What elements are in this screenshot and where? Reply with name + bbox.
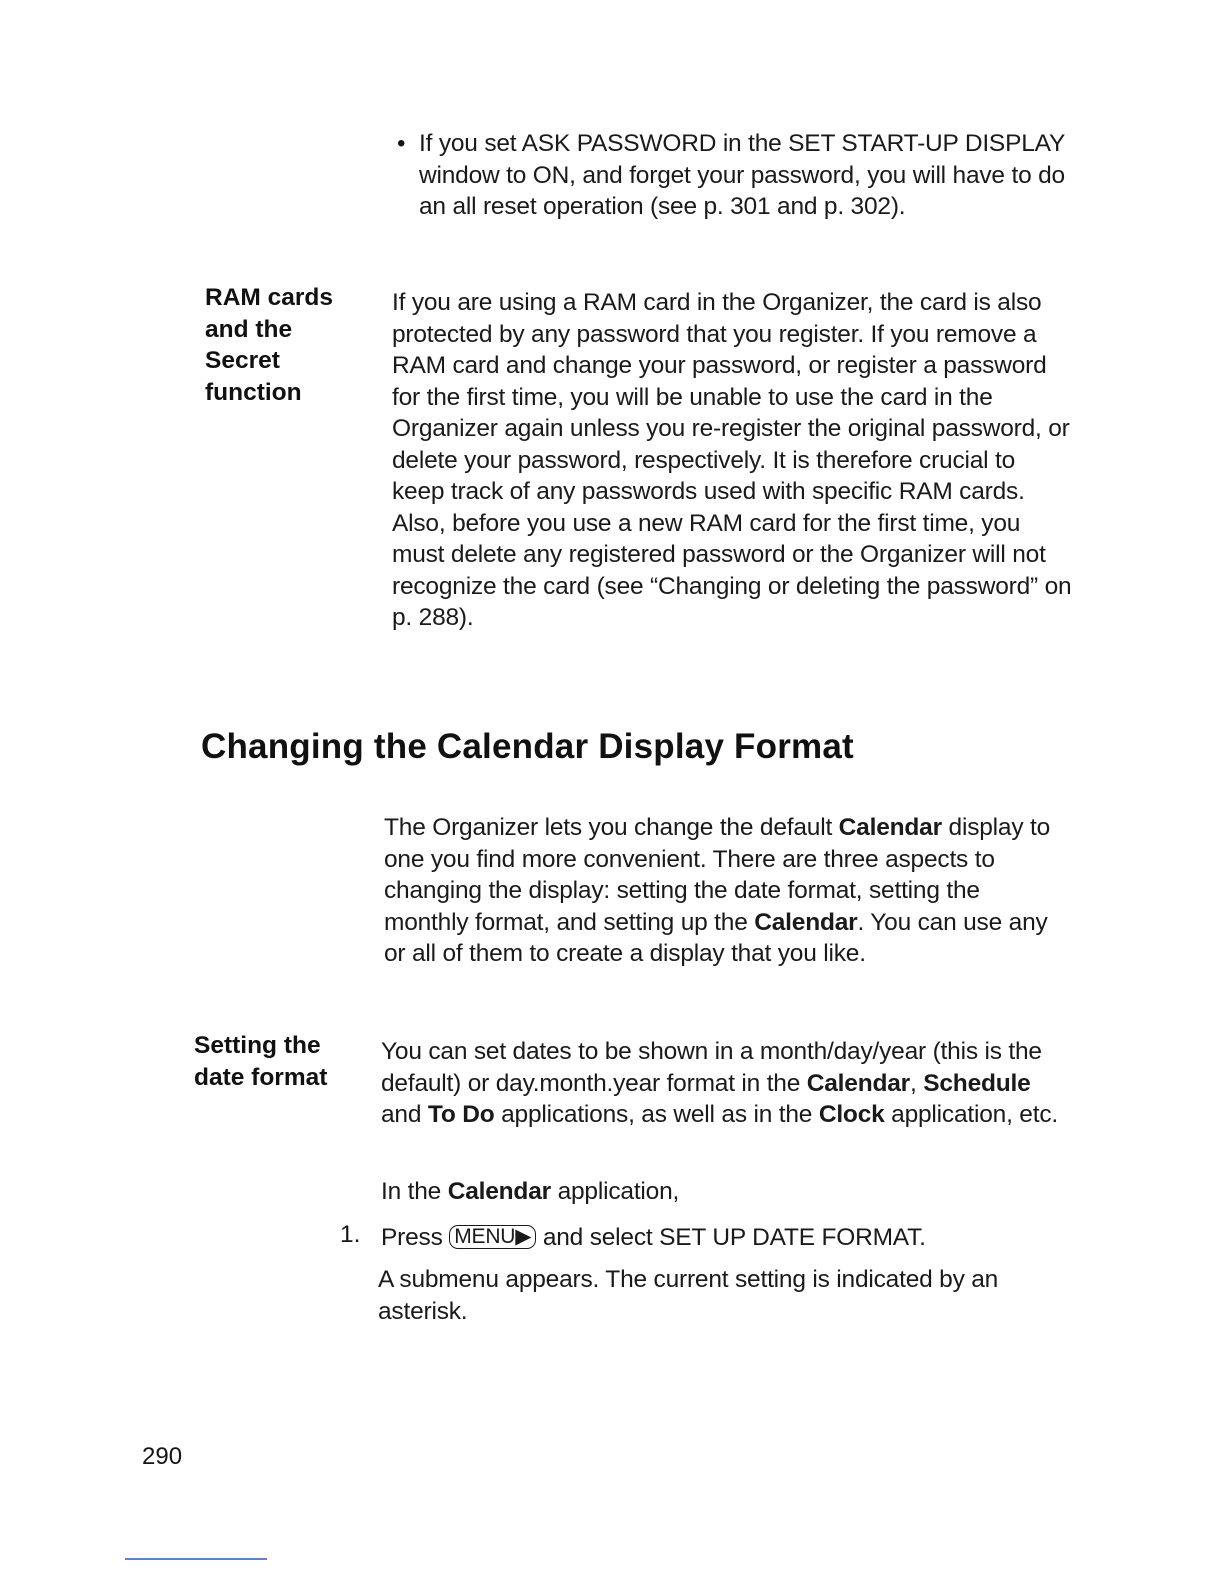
date-format-text-1: You can set dates to be shown in a month/day/year (this is the default) or day.month.year format in the (381, 1038, 1042, 1097)
step-action: and select SET UP DATE FORMAT. (536, 1224, 926, 1251)
date-format-heading: Setting the date format (194, 1032, 328, 1091)
section-title: Changing the Calendar Display Format (201, 727, 854, 766)
calendar-app-name: Calendar (838, 814, 942, 841)
calendar-app-name: Calendar (447, 1178, 551, 1205)
intro-text-2: display to one you find more convenient. There are three aspects to changing the display: setting the date format, setting the monthly format, and setting up the (384, 814, 1051, 936)
footer-rule (125, 1558, 267, 1560)
date-format-text-3: and (381, 1101, 428, 1128)
date-format-text-2: , (910, 1069, 924, 1097)
calendar-line-suffix: application, (550, 1178, 680, 1205)
step-1-result: A submenu appears. The current setting is indicated by an asterisk. (378, 1266, 999, 1325)
schedule-app-name: Schedule (923, 1069, 1031, 1097)
step-1-instruction (381, 1222, 1061, 1254)
calendar-app-name: Calendar (754, 908, 858, 936)
calendar-application-line (381, 1176, 1061, 1208)
page-number: 290 (142, 1443, 183, 1470)
step-number: 1. (340, 1221, 361, 1248)
intro-text-1: The Organizer lets you change the default (384, 814, 839, 841)
ram-cards-heading: RAM cards and the Secret function (205, 284, 333, 406)
menu-key (449, 1225, 536, 1249)
todo-app-name: To Do (427, 1101, 495, 1128)
password-warning-text: If you set ASK PASSWORD in the SET START-UP DISPLAY window to ON, and forget your password, you will have to do an all reset operation (see p. 301 and p. 302). (419, 130, 1065, 220)
date-format-paragraph (381, 1036, 1061, 1131)
step-press: Press (381, 1224, 450, 1251)
intro-text-3: . You can use any or all of them to create a display that you like. (384, 908, 1048, 967)
menu-key-label: MENU (454, 1225, 516, 1248)
ram-cards-paragraph: If you are using a RAM card in the Organizer, the card is also protected by any password that you register. If you remove a RAM card and change your password, or register a password for the first time, you will be unable to use the card in the Organizer again unless you re-register the original password, or delete your password, respectively. It is therefore crucial to keep track of any passwords used with specific RAM cards. Also, before you use a new RAM card for the first time, you must delete any registered password or the Organizer will not recognize the card (see “Changing or deleting the password” on p. 288). (392, 289, 1072, 631)
clock-app-name: Clock (818, 1101, 885, 1128)
menu-arrow-icon: ▶ (515, 1225, 532, 1248)
date-format-text-4: applications, as well as in the (494, 1101, 819, 1128)
calendar-app-name: Calendar (806, 1069, 911, 1097)
date-format-text-5: application, etc. (884, 1101, 1058, 1128)
intro-paragraph (384, 812, 1056, 970)
calendar-line-prefix: In the (381, 1178, 448, 1205)
bullet-marker: • (397, 130, 406, 157)
